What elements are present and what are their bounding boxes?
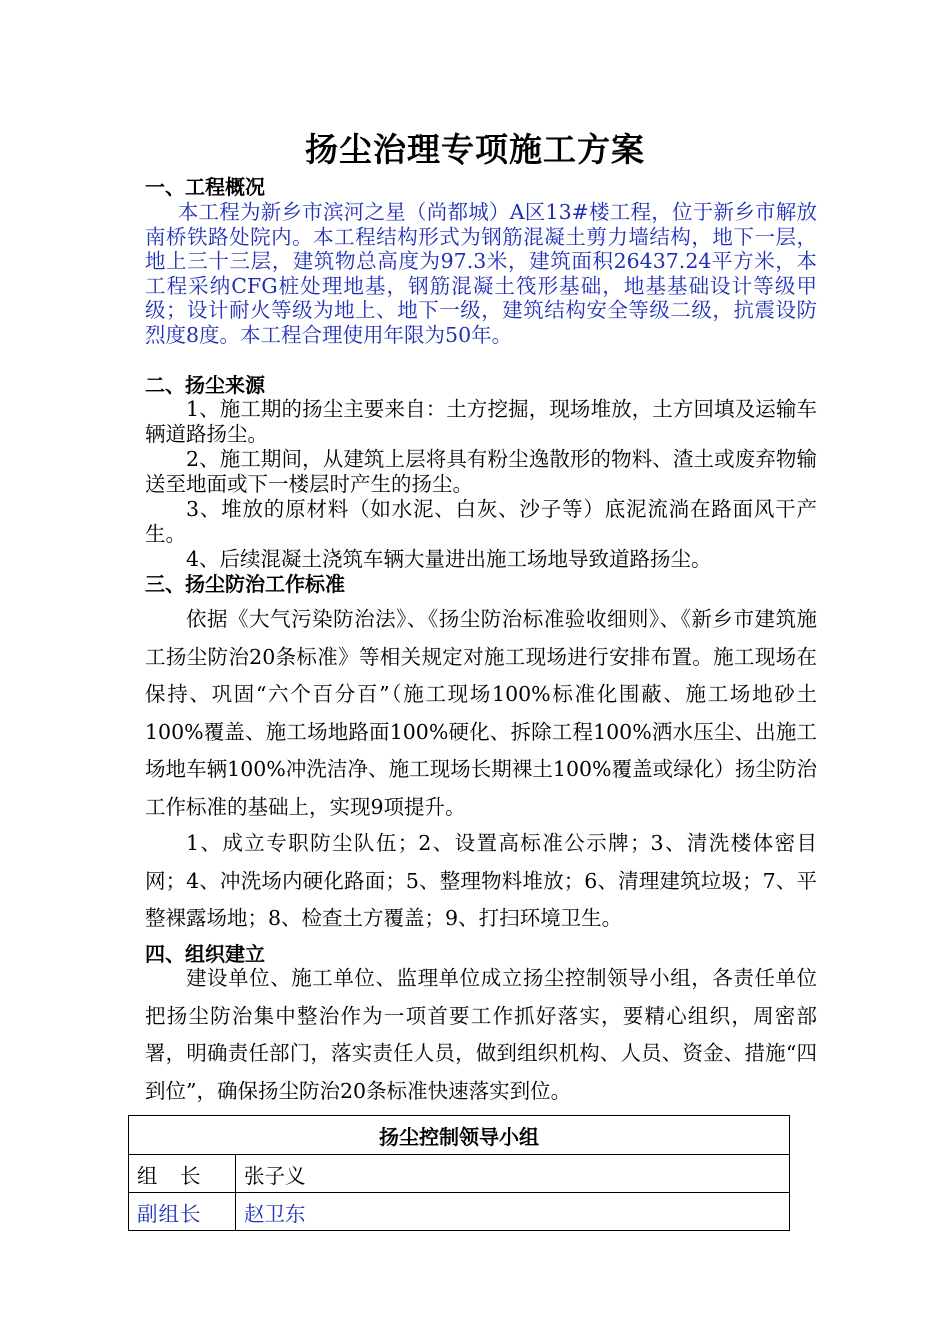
section-heading-organization: 四、组织建立	[145, 942, 265, 966]
document-title: 扬尘治理专项施工方案	[305, 130, 645, 169]
table-row	[129, 1193, 790, 1231]
section-heading-overview: 一、工程概况	[145, 175, 265, 199]
name-cell-leader: 张子义	[236, 1155, 790, 1193]
section-heading-sources: 二、扬尘来源	[145, 373, 265, 397]
source-item-1: 1、施工期的扬尘主要来自：土方挖掘，现场堆放，土方回填及运输车辆道路扬尘。	[145, 397, 817, 446]
organization-paragraph: 建设单位、施工单位、监理单位成立扬尘控制领导小组，各责任单位把扬尘防治集中整治作为一项首要工作抓好落实，要精心组织，周密部署，明确责任部门，落实责任人员，做到组织机构、人员、资金、措施“四到位”，确保扬尘防治20条标准快速落实到位。	[145, 966, 817, 1103]
role-cell-leader: 组 长	[129, 1155, 236, 1193]
source-item-4: 4、后续混凝土浇筑车辆大量进出施工场地导致道路扬尘。	[186, 547, 712, 571]
section-heading-standards: 三、扬尘防治工作标准	[145, 572, 345, 596]
table-row	[129, 1155, 790, 1193]
leadership-table	[128, 1115, 790, 1231]
leadership-table-caption: 扬尘控制领导小组	[129, 1116, 790, 1155]
improvements-paragraph: 1、成立专职防尘队伍；2、设置高标准公示牌；3、清洗楼体密目网；4、冲洗场内硬化路面；5、整理物料堆放；6、清理建筑垃圾；7、平整裸露场地；8、检查土方覆盖；9、打扫环境卫生。	[145, 831, 817, 930]
overview-paragraph: 本工程为新乡市滨河之星（尚都城）A区13#楼工程，位于新乡市解放南桥铁路处院内。本工程结构形式为钢筋混凝土剪力墙结构，地下一层，地上三十三层，建筑物总高度为97.3米，建筑面积26437.24平方米，本工程采纳CFG桩处理地基，钢筋混凝土筏形基础，地基基础设计等级甲级；设计耐火等级为地上、地下一级，建筑结构安全等级二级，抗震设防烈度8度。本工程合理使用年限为50年。	[145, 200, 817, 347]
role-cell-deputy: 副组长	[129, 1193, 236, 1231]
source-item-2: 2、施工期间，从建筑上层将具有粉尘逸散形的物料、渣土或废弃物输送至地面或下一楼层时产生的扬尘。	[145, 447, 817, 496]
standards-paragraph: 依据《大气污染防治法》、《扬尘防治标准验收细则》、《新乡市建筑施工扬尘防治20条标准》等相关规定对施工现场进行安排布置。施工现场在保持、巩固“六个百分百”（施工现场100%标准化围蔽、施工场地砂土100%覆盖、施工场地路面100%硬化、拆除工程100%洒水压尘、出施工场地车辆100%冲洗洁净、施工现场长期裸土100%覆盖或绿化）扬尘防治工作标准的基础上，实现9项提升。	[145, 607, 817, 819]
source-item-3: 3、堆放的原材料（如水泥、白灰、沙子等）底泥流淌在路面风干产生。	[145, 497, 817, 546]
name-cell-deputy: 赵卫东	[236, 1193, 790, 1231]
table-caption-row	[129, 1116, 790, 1155]
